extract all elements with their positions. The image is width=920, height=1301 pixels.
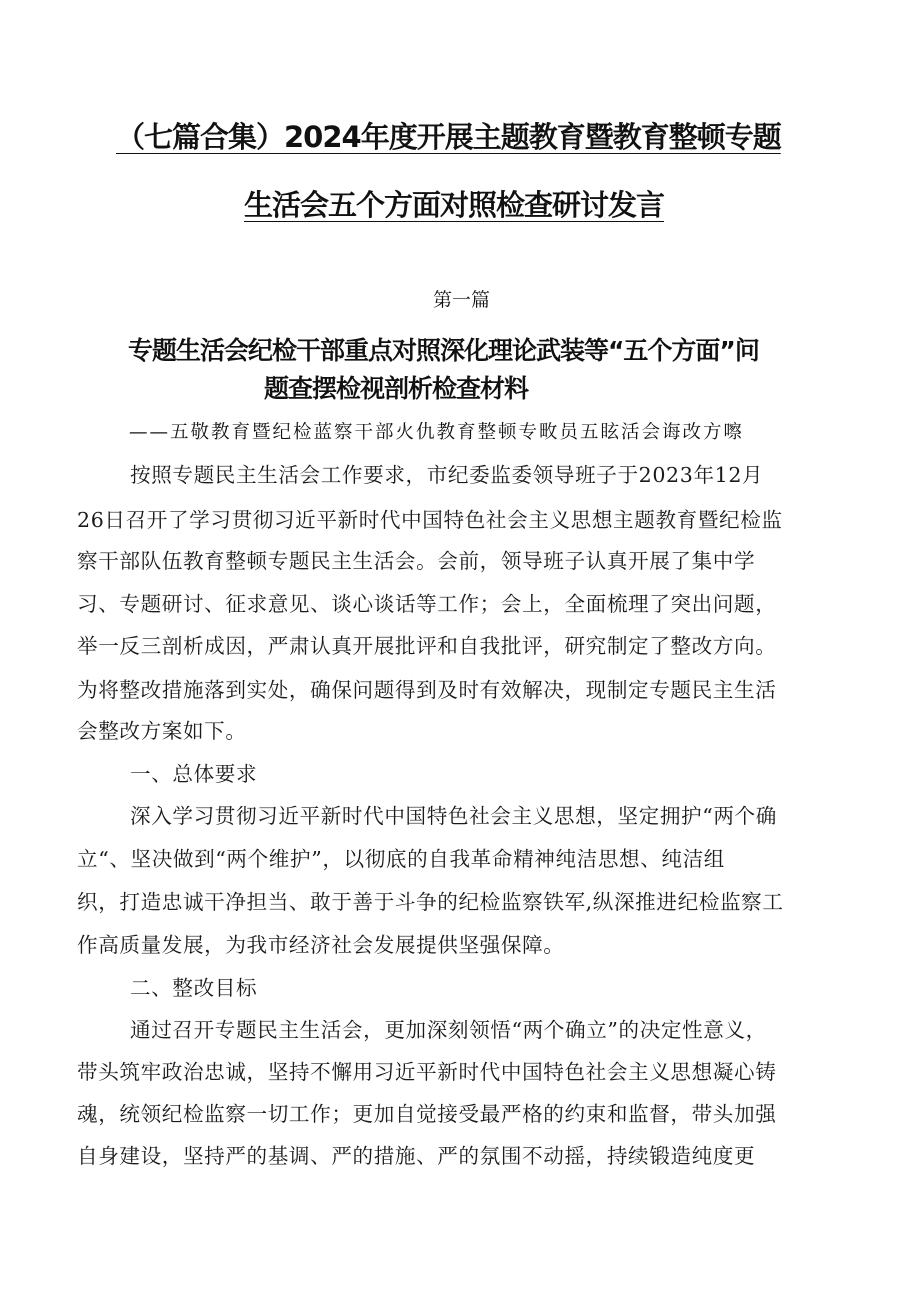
body-line-2: 26日召开了学习贯彻习近平新时代中国特色社会主义思想主题教育暨纪检监	[77, 508, 783, 532]
body-line-10: 织，打造忠诚干净担当、敢于善于斗争的纪检监察铁军,纵深推进纪检监察工	[77, 890, 784, 914]
body-line-14: 魂，统领纪检监察一切工作；更加自觉接受最严格的约束和监督，带头加强	[77, 1102, 777, 1126]
document-title-line-1: （七篇合集）2024年度开展主题教育暨教育整顿专题	[116, 120, 781, 154]
subtitle-line-1: 专题生活会纪检干部重点对照深化理论武装等“五个方面”问	[128, 336, 759, 365]
body-line-4: 习、专题研讨、征求意见、谈心谈话等工作；会上，全面梳理了突出问题，	[77, 592, 777, 616]
body-line-1: 按照专题民主生活会工作要求，市纪委监委领导班子于2023年12月	[130, 463, 764, 487]
body-line-13: 带头筑牢政治忠诚，坚持不懈用习近平新时代中国特色社会主义思想凝心铸	[77, 1060, 777, 1084]
body-line-3: 察干部队伍教育整顿专题民主生活会。会前，领导班子认真开展了集中学	[77, 549, 756, 573]
chapter-heading: 第一篇	[433, 289, 491, 311]
body-line-7: 会整改方案如下。	[77, 719, 247, 743]
body-line-6: 为将整改措施落到实处，确保问题得到及时有效解决，现制定专题民主生活	[77, 678, 777, 702]
body-line-15: 自身建设，坚持严的基调、严的措施、严的氛围不动摇，持续锻造纯度更	[77, 1144, 756, 1168]
byline: ——五敬教育暨纪检蓝察干部火仇教育整顿专畋员五眩活会诲改方嚓	[129, 422, 745, 443]
body-line-11: 作高质量发展，为我市经济社会发展提供坚强保障。	[77, 933, 565, 957]
body-line-8: 深入学习贯彻习近平新时代中国特色社会主义思想，坚定拥护“两个确	[130, 804, 777, 828]
body-line-12: 通过召开专题民主生活会，更加深刻领悟“两个确立”的决定性意义，	[130, 1018, 767, 1042]
subtitle-line-2: 题查摆检视剖析检查材料	[264, 374, 529, 403]
document-title-line-2: 生活会五个方面对照检查研讨发言	[244, 188, 665, 222]
body-line-5: 举一反三剖析成因，严肃认真开展批评和自我批评，研究制定了整改方向。	[77, 634, 777, 658]
section-heading-2: 二、整改目标	[130, 976, 258, 1000]
body-line-9: 立“、坚决做到“两个维护”，以彻底的自我革命精神纯洁思想、纯洁组	[77, 847, 725, 871]
section-heading-1: 一、总体要求	[130, 762, 258, 786]
